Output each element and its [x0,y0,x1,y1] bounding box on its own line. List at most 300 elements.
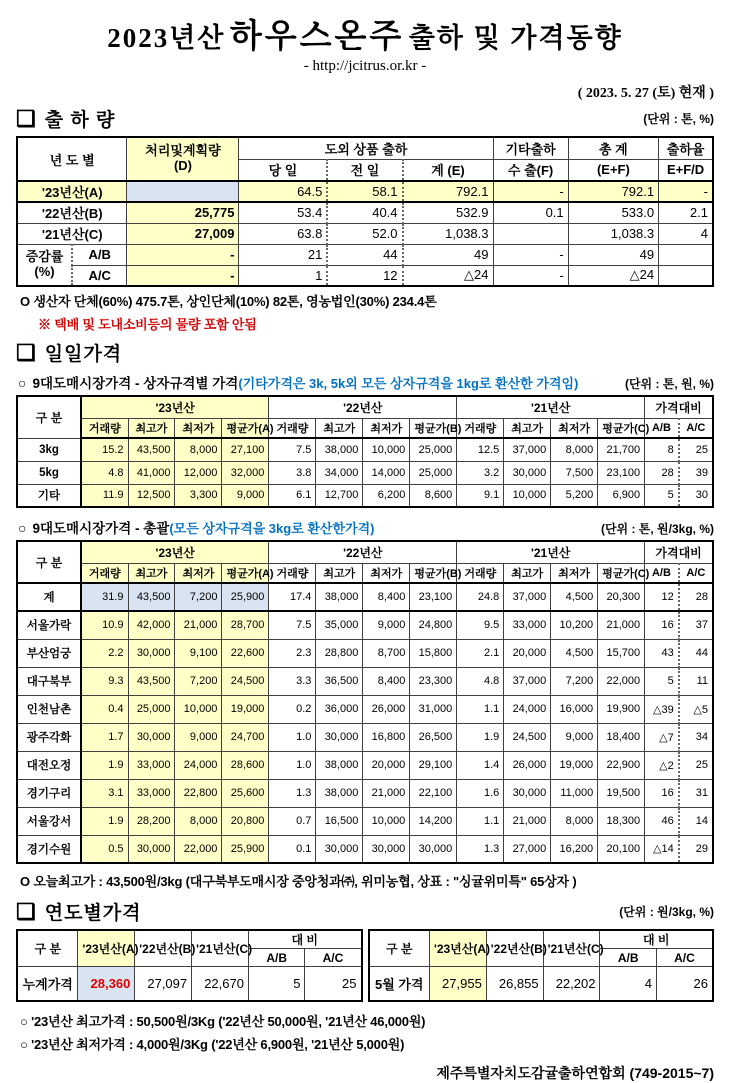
table-row [17,611,713,639]
cell: △24 [403,265,493,286]
cell: 1 [239,265,327,286]
col-header-ac: A/C [656,949,713,967]
shipment-table-body [17,181,713,286]
box-price-table [16,395,714,508]
col-header: A/B [645,418,679,438]
cell: 6.1 [269,484,316,507]
cell [493,223,568,244]
col-header: 거래량 [269,563,316,583]
cell: 2.1 [659,202,713,223]
row-label: 경기구리 [17,779,81,807]
cell: 31 [679,779,713,807]
cell: 18,300 [598,807,645,835]
table-row [17,667,713,695]
table-row [17,202,713,223]
cell: △24 [568,265,658,286]
cell: 10,200 [551,611,598,639]
website-url: - http://jcitrus.or.kr - [303,58,427,74]
circle-bullet-icon: ○ [18,375,27,391]
col-header: 평균가(C) [598,418,645,438]
cell: 7.5 [269,438,316,461]
col-header-category: 구 분 [17,396,81,438]
cell: 35,000 [316,611,363,639]
title-year: 2023년산 [107,23,226,53]
cell: 532.9 [403,202,493,223]
cell: 21,000 [598,611,645,639]
col-header: 평균가(C) [598,563,645,583]
cell: 64.5 [239,181,327,202]
cell: 1,038.3 [568,223,658,244]
table-header [369,930,714,967]
cell: - [127,244,239,265]
cell: 14,200 [410,807,457,835]
col-header-ab: A/B [248,949,304,967]
col-header-rate: 출하율 [659,137,713,159]
cumulative-price-table [16,929,363,1002]
cell: 26 [656,967,713,1001]
unit-label: (단위 : 톤, 원/3kg, %) [600,522,714,536]
row-label: 계 [17,583,81,611]
col-header: 최저가 [363,563,410,583]
page-title [16,10,714,57]
market-price-title: 9대도매시장가격 - 총괄 [32,521,170,536]
cell: 27,009 [127,223,239,244]
cell: 19,500 [598,779,645,807]
cell: 23,100 [410,583,457,611]
cell: 8,600 [410,484,457,507]
col-header-y23: '23년산(A) [78,930,135,967]
cell: 3.2 [457,461,504,484]
circle-bullet-icon: ○ [18,520,27,536]
col-header-total2: (E+F) [568,159,658,181]
market-price-table [16,540,714,864]
cell: 9.3 [81,667,128,695]
row-label: 부산엄궁 [17,639,81,667]
col-header: A/B [645,563,679,583]
table-row [17,779,713,807]
col-header-total: 총 계 [568,137,658,159]
cell: 43,500 [128,438,175,461]
table-row [17,244,713,265]
unit-label: (단위 : 톤, 원, %) [624,377,714,391]
col-header: 평균가(B) [410,563,457,583]
row-label-text: 증감률 [25,248,64,264]
cell: 52.0 [327,223,402,244]
cell: 44 [327,244,402,265]
cell: 9,100 [175,639,222,667]
col-header: 최저가 [551,563,598,583]
table-row [17,181,713,202]
row-label: '21년산(C) [17,223,127,244]
shipment-table [16,136,714,287]
tr [17,541,713,563]
cell: 26,500 [410,723,457,751]
cell: 38,000 [316,779,363,807]
cell: 25 [305,967,362,1001]
cell: 38,000 [316,583,363,611]
cell: 26,855 [486,967,543,1001]
col-header: 평균가(A) [222,563,269,583]
col-group-y23: '23년산 [81,541,269,563]
cell: 8,400 [363,667,410,695]
cell: 1.1 [457,807,504,835]
cell: 12 [327,265,402,286]
cell: 21,000 [175,611,222,639]
cell: 2.2 [81,639,128,667]
cell: 29,100 [410,751,457,779]
table-row [17,461,713,484]
cell: 8,000 [175,438,222,461]
cell: 33,000 [504,611,551,639]
cell: 23,100 [598,461,645,484]
col-group-outbound: 도외 상품 출하 [239,137,493,159]
cell: 12,500 [128,484,175,507]
cell: △2 [645,751,679,779]
col-header-sum-e: 계 (E) [403,159,493,181]
row-label: 경기수원 [17,835,81,863]
market-price-subsection [18,517,714,537]
yearly-min-note: ○ '23년산 최저가격 : 4,000원/3Kg ('22년산 6,900원, '21년산 5,000원) [20,1036,405,1052]
cell: 8,000 [175,807,222,835]
cell: 22,900 [598,751,645,779]
cell: 20,100 [598,835,645,863]
producer-note: O 생산자 단체(60%) 475.7톤, 상인단체(10%) 82톤, 영농법인(30%) 234.4톤 [20,294,437,309]
col-header-ac: A/C [305,949,362,967]
cell: 28,360 [78,967,135,1001]
cell: 7,200 [175,667,222,695]
cell: 22,000 [598,667,645,695]
cell: 43,500 [128,667,175,695]
cell: 30,000 [504,461,551,484]
cell: 1.9 [81,751,128,779]
cell: 10,000 [363,438,410,461]
cell: 16,000 [551,695,598,723]
col-header: 평균가(B) [410,418,457,438]
cell: 1.4 [457,751,504,779]
cell: 792.1 [403,181,493,202]
table-row [17,723,713,751]
cell: 26,000 [504,751,551,779]
cell: 16,200 [551,835,598,863]
market-price-body [17,583,713,863]
cell: 34 [679,723,713,751]
box-price-header [17,396,713,438]
square-bullet-icon: ❑ [16,898,36,924]
cell: 30,000 [128,723,175,751]
col-group-y22: '22년산 [269,396,457,418]
cell: - [127,265,239,286]
cell: 42,000 [128,611,175,639]
cell: 30,000 [128,639,175,667]
square-bullet-icon: ❑ [16,339,36,365]
cell: 28 [679,583,713,611]
cell: 28,600 [222,751,269,779]
shipment-table-header [17,137,713,181]
cell: 58.1 [327,181,402,202]
col-header: 평균가(A) [222,418,269,438]
cell: 0.5 [81,835,128,863]
cell [659,244,713,265]
col-header: 거래량 [81,418,128,438]
col-header-y21: '21년산(C) [543,930,600,967]
cell: 49 [403,244,493,265]
cell: 4.8 [457,667,504,695]
tr [17,396,713,418]
cell: 8,700 [363,639,410,667]
cell: 20,000 [363,751,410,779]
cell: 21,000 [363,779,410,807]
table-row [369,967,714,1001]
cell: 16 [645,611,679,639]
cell: 22,202 [543,967,600,1001]
exclusion-note: ※ 택배 및 도내소비등의 물량 포함 안됨 [38,317,257,332]
cell: △14 [645,835,679,863]
cell: 1.6 [457,779,504,807]
cell: 4.8 [81,461,128,484]
col-header: 거래량 [457,418,504,438]
cell: 25,000 [410,461,457,484]
box-price-body [17,438,713,507]
col-header: A/C [679,418,713,438]
cell: 24,700 [222,723,269,751]
col-header: 최저가 [551,418,598,438]
col-header-y22: '22년산(B) [486,930,543,967]
cell: 1.7 [81,723,128,751]
col-header-prev: 전 일 [327,159,402,181]
cell: 2.1 [457,639,504,667]
box-price-title: 9대도매시장가격 - 상자규격별 가격 [32,376,239,391]
cell: 10.9 [81,611,128,639]
cell: 25,000 [410,438,457,461]
cell: 36,000 [316,695,363,723]
cell: 36,500 [316,667,363,695]
cell: 33,000 [128,751,175,779]
cell: 3,300 [175,484,222,507]
col-header-category: 구 분 [17,541,81,583]
cell: 8,400 [363,583,410,611]
cell: 9,000 [222,484,269,507]
cell: 25,900 [222,583,269,611]
col-header-ab: A/B [600,949,656,967]
cell: - [659,181,713,202]
col-header: 거래량 [457,563,504,583]
row-label-change-group [17,244,72,286]
cell: 21 [239,244,327,265]
col-group-y22: '22년산 [269,541,457,563]
tr [369,930,714,949]
col-group-y21: '21년산 [457,396,645,418]
cell: 533.0 [568,202,658,223]
cell: 44 [679,639,713,667]
cell: 25,000 [128,695,175,723]
cell: 24,500 [222,667,269,695]
col-group-ratio: 가격대비 [645,396,713,418]
cell: 22,800 [175,779,222,807]
cell: 7,200 [551,667,598,695]
row-label: 대구북부 [17,667,81,695]
cell: 15,700 [598,639,645,667]
row-label: 광주각화 [17,723,81,751]
col-group-ratio: 대 비 [248,930,361,949]
cell: 16,500 [316,807,363,835]
col-header: 최저가 [175,418,222,438]
cell: 41,000 [128,461,175,484]
title-product: 하우스온주 [229,17,405,54]
cell: 32,000 [222,461,269,484]
cell: 8,000 [551,807,598,835]
cell: △39 [645,695,679,723]
cell: - [493,265,568,286]
row-label: 기타 [17,484,81,507]
market-price-header [17,541,713,583]
cell: 9.5 [457,611,504,639]
cell: 0.1 [493,202,568,223]
cell: 0.7 [269,807,316,835]
cell: 2.3 [269,639,316,667]
cell: 27,097 [135,967,192,1001]
col-group-y21: '21년산 [457,541,645,563]
cell: 23,300 [410,667,457,695]
cell: - [493,244,568,265]
cell: 29 [679,835,713,863]
section-title: 연도별가격 [44,903,142,924]
cell: 3.8 [269,461,316,484]
col-header-y21: '21년산(C) [192,930,249,967]
cell: 22,000 [175,835,222,863]
col-header-category: 구 분 [17,930,78,967]
cell: 26,000 [363,695,410,723]
cell: 30,000 [363,835,410,863]
cell: 43 [645,639,679,667]
cell: 25 [679,438,713,461]
cell: 12 [645,583,679,611]
cell: 5 [248,967,304,1001]
cell [659,265,713,286]
cell: 1.1 [457,695,504,723]
cell: 30,000 [504,779,551,807]
cell: △7 [645,723,679,751]
cell: 1.3 [457,835,504,863]
cell: 39 [679,461,713,484]
cell: 38,000 [316,751,363,779]
cell: 1.0 [269,751,316,779]
cell: 24,800 [410,611,457,639]
tr [17,930,362,949]
table-row [17,438,713,461]
cell: 9,000 [551,723,598,751]
cell: 14 [679,807,713,835]
cell: 25,900 [222,835,269,863]
col-header-rate2: E+F/D [659,159,713,181]
col-header: 최고가 [504,563,551,583]
cell: 5,200 [551,484,598,507]
row-label-text: (%) [34,263,55,279]
cell: 20,300 [598,583,645,611]
cell: 30 [679,484,713,507]
table-row [17,265,713,286]
col-group-y23: '23년산 [81,396,269,418]
cell: 16,800 [363,723,410,751]
cell: 31,000 [410,695,457,723]
col-header-plan [127,137,239,181]
cell: 3.1 [81,779,128,807]
cell: 19,900 [598,695,645,723]
cell: 37 [679,611,713,639]
yearly-tables [16,929,714,1002]
row-label: '23년산(A) [17,181,127,202]
table-row [17,484,713,507]
cell: 1,038.3 [403,223,493,244]
cell: 3.3 [269,667,316,695]
cell: 24.8 [457,583,504,611]
cell: 27,000 [504,835,551,863]
section-title: 출 하 량 [44,110,116,131]
cell: 12,000 [175,461,222,484]
cell: 43,500 [128,583,175,611]
cell: 49 [568,244,658,265]
cell: 21,700 [598,438,645,461]
cell: 6,200 [363,484,410,507]
col-header-year: 년 도 별 [17,137,127,181]
col-header: 최고가 [316,418,363,438]
organization-footer: 제주특별자치도감귤출하연합회 (749-2015~7) [436,1064,714,1081]
cell: 0.1 [269,835,316,863]
col-header: 최고가 [316,563,363,583]
col-header: A/C [679,563,713,583]
cell: 38,000 [316,438,363,461]
cell: 46 [645,807,679,835]
yearly-max-note: ○ '23년산 최고가격 : 50,500원/3Kg ('22년산 50,000원, '21년산 46,000원) [20,1013,426,1029]
cell: 1.9 [457,723,504,751]
cell: 9,000 [175,723,222,751]
cell: 15,800 [410,639,457,667]
cell: 10,000 [504,484,551,507]
cell: 1.0 [269,723,316,751]
cell [127,181,239,202]
cell: 30,000 [316,723,363,751]
cell: 0.2 [269,695,316,723]
row-label: 3kg [17,438,81,461]
table-row [17,835,713,863]
cell: 8,000 [551,438,598,461]
cell: 28,200 [128,807,175,835]
col-header-etc: 기타출하 [493,137,568,159]
cell: 7,200 [175,583,222,611]
cell: 10,000 [175,695,222,723]
cell: 24,000 [504,695,551,723]
col-header: 최저가 [175,563,222,583]
cell: 28,800 [316,639,363,667]
tr [17,137,713,159]
section-yearly-head [16,898,714,925]
row-label: 인천남촌 [17,695,81,723]
col-header-y23: '23년산(A) [429,930,486,967]
cell: 0.4 [81,695,128,723]
col-header-category: 구 분 [369,930,430,967]
cell: 28,700 [222,611,269,639]
box-price-subsection [18,372,714,392]
cell: 12.5 [457,438,504,461]
cell: 20,000 [504,639,551,667]
table-row [17,695,713,723]
col-header-export: 수 출(F) [493,159,568,181]
cell: 20,800 [222,807,269,835]
cell: 9.1 [457,484,504,507]
row-label: A/C [72,265,127,286]
cell: △5 [679,695,713,723]
cell: 8 [645,438,679,461]
cell: 22,100 [410,779,457,807]
